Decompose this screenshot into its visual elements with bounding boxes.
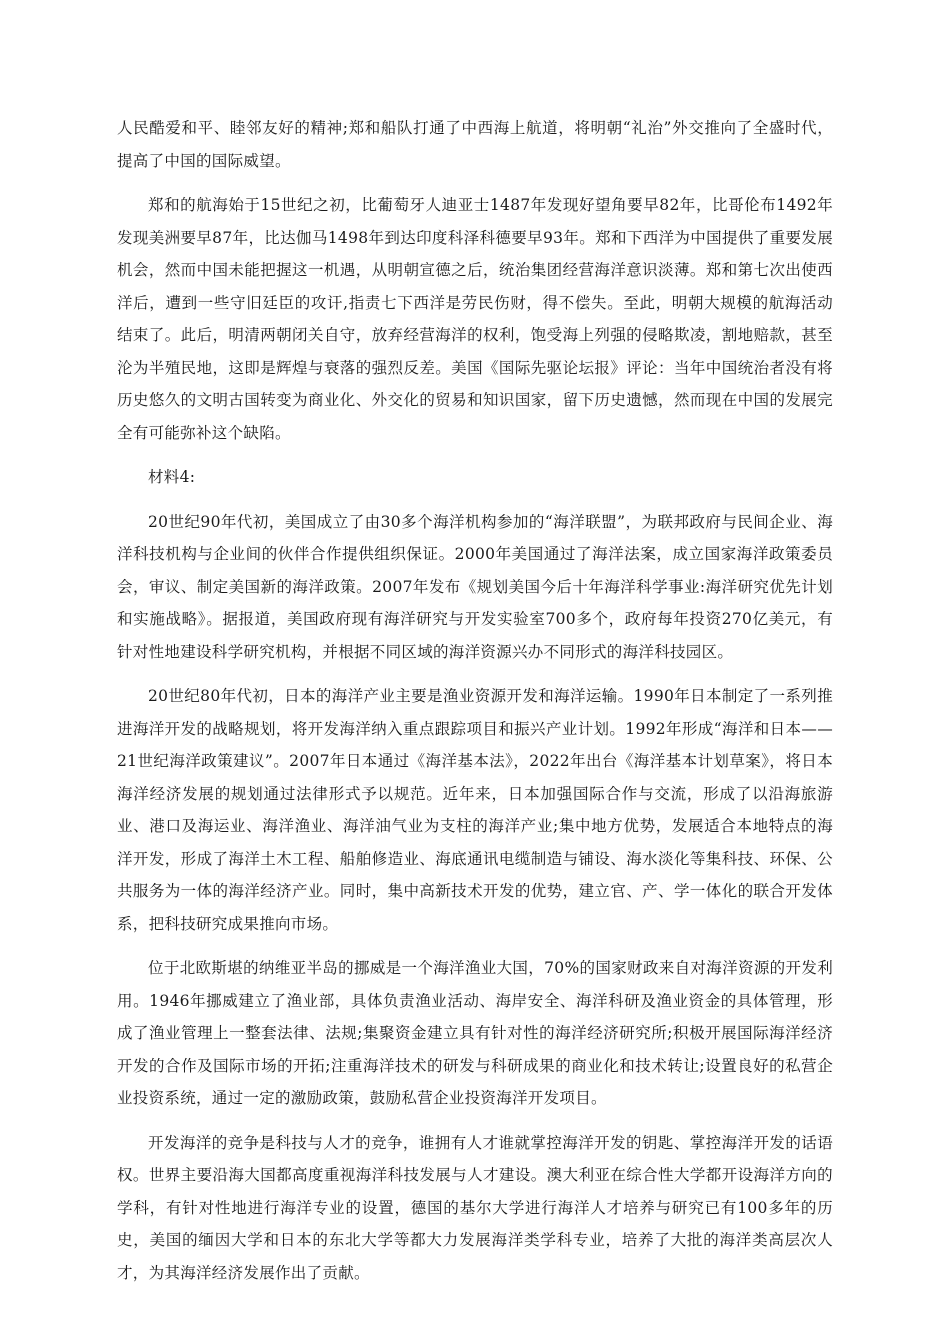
paragraph-norway-ocean: 位于北欧斯堪的纳维亚半岛的挪威是一个海洋渔业大国，70%的国家财政来自对海洋资源的开发利用。1946年挪威建立了渔业部，具体负责渔业活动、海岸安全、海洋科研及渔业资金的具体管理，形成了渔业管理上一整套法律、法规;集聚资金建立具有针对性的海洋经济研究所;积极开展国际海洋经济开发的合作及国际市场的开拓;注重海洋技术的研发与科研成果的商业化和技术转让;设置良好的私营企业投资系统，通过一定的激励政策，鼓励私营企业投资海洋开发项目。 — [117, 959, 833, 1107]
paragraph-zheng-he-voyages: 郑和的航海始于15世纪之初，比葡萄牙人迪亚士1487年发现好望角要早82年，比哥伦布1492年发现美洲要早87年，比达伽马1498年到达印度科泽科德要早93年。郑和下西洋为中国提供了重要发展机会，然而中国未能把握这一机遇，从明朝宣德之后，统治集团经营海洋意识淡薄。郑和第七次出使西洋后，遭到一些守旧廷臣的攻讦,指责七下西洋是劳民伤财，得不偿失。至此，明朝大规模的航海活动结束了。此后，明清两朝闭关自守，放弃经营海洋的权利，饱受海上列强的侵略欺凌，割地赔款，甚至沦为半殖民地，这即是辉煌与衰落的强烈反差。美国《国际先驱论坛报》评论：当年中国统治者没有将历史悠久的文明古国转变为商业化、外交化的贸易和知识国家，留下历史遗憾，然而现在中国的发展完全有可能弥补这个缺陷。 — [117, 196, 833, 442]
document-page — [117, 112, 833, 1301]
paragraph-usa-ocean: 20世纪90年代初，美国成立了由30多个海洋机构参加的“海洋联盟”，为联邦政府与民间企业、海洋科技机构与企业间的伙伴合作提供组织保证。2000年美国通过了海洋法案，成立国家海洋政策委员会，审议、制定美国新的海洋政策。2007年发布《规划美国今后十年海洋科学事业:海洋研究优先计划和实施战略》。据报道，美国政府现有海洋研究与开发实验室700多个，政府每年投资270亿美元，有针对性地建设科学研究机构，并根据不同区域的海洋资源兴办不同形式的海洋科技园区。 — [117, 512, 833, 661]
paragraph-japan-ocean: 20世纪80年代初，日本的海洋产业主要是渔业资源开发和海洋运输。1990年日本制定了一系列推进海洋开发的战略规划，将开发海洋纳入重点跟踪项目和振兴产业计划。1992年形成“海洋和日本——21世纪海洋政策建议”。2007年日本通过《海洋基本法》，2022年出台《海洋基本计划草案》，将日本海洋经济发展的规划通过法律形式予以规范。近年来，日本加强国际合作与交流，形成了以沿海旅游业、港口及海运业、海洋渔业、海洋油气业为支柱的海洋产业;集中地方优势，发展适合本地特点的海洋开发，形成了海洋土木工程、船舶修造业、海底通讯电缆制造与铺设、海水淡化等集科技、环保、公共服务为一体的海洋经济产业。同时，集中高新技术开发的优势，建立官、产、学一体化的联合开发体系，把科技研究成果推向市场。 — [117, 687, 833, 933]
section-label-material-4: 材料4: — [148, 468, 196, 486]
paragraph-talent-competition: 开发海洋的竞争是科技与人才的竞争，谁拥有人才谁就掌控海洋开发的钥匙、掌控海洋开发的话语权。世界主要沿海大国都高度重视海洋科技发展与人才建设。澳大利亚在综合性大学都开设海洋方向的学科，有针对性地进行海洋专业的设置，德国的基尔大学进行海洋人才培养与研究已有100多年的历史，美国的缅因大学和日本的东北大学等都大力发展海洋类学科专业，培养了大批的海洋类高层次人才，为其海洋经济发展作出了贡献。 — [117, 1133, 833, 1282]
paragraph-continuation: 人民酷爱和平、睦邻友好的精神;郑和船队打通了中西海上航道，将明朝“礼治”外交推向了全盛时代，提高了中国的国际威望。 — [117, 119, 833, 170]
